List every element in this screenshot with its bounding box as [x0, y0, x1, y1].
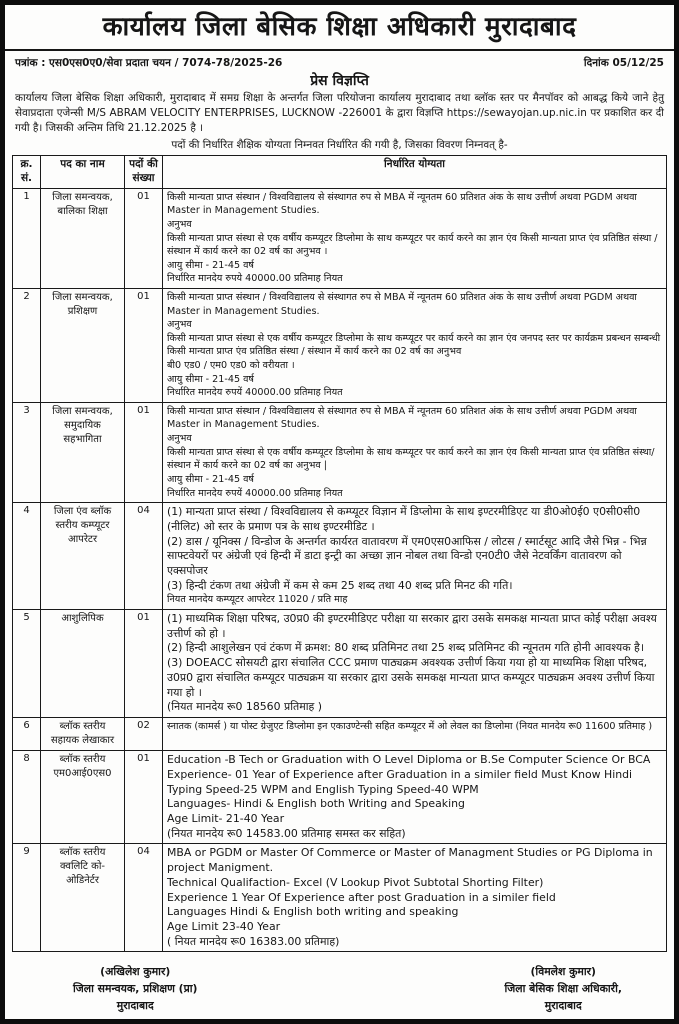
row-post-count: 04 [125, 503, 163, 610]
qualification-line: Experience 1 Year Of Experience after post Graduation in a similer field [167, 890, 556, 904]
header-serial: क्र. सं. [13, 156, 41, 188]
qualification-line: आयु सीमा - 21-45 वर्ष [167, 373, 254, 385]
intro-paragraph: कार्यालय जिला बेसिक शिक्षा अधिकारी, मुरादाबाद में समग्र शिक्षा के अन्तर्गत जिला परियोजना कार्यालय मुरादाबाद तथा ब्लॉक स्तर पर मैनपॉवर को आबद्ध किये जाने हेतु सेवाप्रदाता एजेन्सी M/S ABRAM VELOCITY ENTERPRISES, LUCKNOW -226001 के द्वारा विज्ञप्ति https://sewayojan.up.nic.in पर प्रकाशित कर दी गयी है। जिसकी अन्तिम तिथि 21.12.2025 है । [15, 92, 664, 135]
signatory-name: (अखिलेश कुमार) [100, 965, 171, 979]
qualification-line: (नियत मानदेय रू0 14583.00 प्रतिमाह समस्त कर सहित) [167, 826, 406, 840]
signatory-place: मुरादाबाद [116, 998, 154, 1012]
row-qualification [163, 751, 667, 844]
qualification-line: निर्धारित मानदेय रुपयें 40000.00 प्रतिमाह नियत [167, 387, 343, 399]
qualification-line: ( नियत मानदेय रू0 16383.00 प्रतिमाह) [167, 934, 340, 948]
qualification-line: अनुभव [167, 433, 192, 445]
table-row [13, 610, 667, 718]
qualification-line: (नियत मानदेय रू0 18560 प्रतिमाह ) [167, 700, 323, 714]
row-qualification [163, 188, 667, 288]
qualification-line: निर्धारित मानदेय रुपयें 40000.00 प्रतिमाह नियत [167, 487, 343, 499]
vacancy-table [12, 155, 667, 952]
table-row [13, 751, 667, 844]
qualification-line: (1) मान्यता प्राप्त संस्था / विश्वविद्यालय से कम्प्यूटर विज्ञान में डिप्लोमा के साथ इण्टरमीडिएट या डी0ओ0ई0 ए0सी0सी0 (नीलिट) ओ स्तर के प्रमाण पत्र के साथ इण्टरमीडिट । [167, 505, 641, 533]
table-row [13, 844, 667, 952]
table-row [13, 188, 667, 288]
qualification-line: किसी मान्यता प्राप्त संस्था से एक वर्षीय कम्प्यूटर डिप्लोमा के साथ कम्प्यूटर पर कार्य करने का ज्ञान एंव किसी मान्यता प्राप्त एंव प्रतिष्ठित संस्था / संस्थान में कार्य करने का 02 वर्ष का अनुभव । [167, 232, 658, 258]
row-qualification [163, 718, 667, 751]
qualification-line: MBA or PGDM or Master Of Commerce or Master of Managment Studies or PG Diploma in project Manigment. [167, 846, 653, 875]
signatory-designation: जिला बेसिक शिक्षा अधिकारी, [504, 982, 622, 996]
qualification-line: अनुभव [167, 319, 192, 331]
row-post-count: 01 [125, 188, 163, 288]
header-post-name: पद का नाम [41, 156, 125, 188]
qualification-line: (1) माध्यमिक शिक्षा परिषद, उ0प्र0 की इण्टरमीडिएट परीक्षा या सरकार द्वारा उसके समकक्ष मान्यता प्राप्त कोई परीक्षा अवश्य उत्तीर्ण को हो । [167, 612, 657, 640]
row-qualification [163, 503, 667, 610]
signatory-designation: जिला समन्वयक, प्रशिक्षण (प्रा) [73, 982, 198, 996]
qualification-line: Languages Hindi & English both writing and speaking [167, 905, 459, 919]
row-post-name: जिला समन्वयक, बालिका शिक्षा [41, 188, 125, 288]
qualification-line: (3) DOEACC सोसयटी द्वारा संचालित CCC प्रमाण पाठ्यक्रम अवश्यक उत्तीर्ण किया गया हो या माध्यमिक शिक्षा परिषद, उ0प्र0 द्वारा संचालित कम्प्यूटर पाठ्यक्रम या सरकार द्वारा उसके समकक्ष मान्यता प्राप्त कम्प्यूटर पाठ्यक्रम अवश्य उत्तीर्ण किया गया हो । [167, 656, 655, 699]
qualification-line: Experience- 01 Year of Experience after Graduation in a similer field Must Know Hindi Typing Speed-25 WPM and English Typing Speed-40 WPM [167, 767, 633, 796]
row-post-name: जिला समन्वयक, समुदायिक सहभागिता [41, 402, 125, 502]
qualification-line: स्नातक (कामर्स ) या पोस्ट ग्रेजुएट डिप्लोमा इन एकाउण्टेन्सी सहित कम्प्यूटर में ओ लेवल का डिप्लोमा (नियत मानदेय रू0 11600 प्रतिमाह ) [167, 721, 653, 733]
office-title: कार्यालय जिला बेसिक शिक्षा अधिकारी मुरादाबाद [5, 5, 674, 51]
row-post-count: 01 [125, 751, 163, 844]
row-post-name: ब्लॉक स्तरीय क्वलिटि को-ओडिनेर्टर [41, 844, 125, 952]
row-qualification [163, 844, 667, 952]
table-row [13, 288, 667, 402]
meta-row [5, 51, 674, 70]
row-serial: 6 [13, 718, 41, 751]
qualification-line: किसी मान्यता प्राप्त संस्था से एक वर्षीय कम्प्यूटर डिप्लोमा के साथ कम्प्यूटर पर कार्य करने का ज्ञान एंव किसी मान्यता प्राप्त एंव प्रतिष्ठित संस्था/संस्थान में कार्य करने का 02 वर्ष का अनुभव | [167, 446, 655, 472]
row-serial: 9 [13, 844, 41, 952]
qualification-line: किसी मान्यता प्राप्त संस्थान / विश्वविद्यालय से संस्थागत रुप से MBA में न्यूनतम 60 प्रतिशत अंक के साथ उत्तीर्ण अथवा PGDM अथवा Master in Management Studies. [167, 405, 637, 431]
ref-number: पत्रांक : एस0एस0ए0/सेवा प्रदाता चयन / 7074-78/2025-26 [15, 57, 283, 70]
row-post-name: ब्लॉक स्तरीय एम0आई0एस0 [41, 751, 125, 844]
row-post-name: ब्लॉक स्तरीय सहायक लेखाकार [41, 718, 125, 751]
table-row [13, 718, 667, 751]
signature-left [73, 964, 197, 1014]
signature-right [504, 964, 622, 1014]
row-serial: 8 [13, 751, 41, 844]
row-post-name: आशुलिपिक [41, 610, 125, 718]
header-post-count: पदों की संख्या [125, 156, 163, 188]
row-post-count: 01 [125, 288, 163, 402]
qualification-line: निर्धारित मानदेय रुपये 40000.00 प्रतिमाह नियत [167, 273, 343, 285]
qualification-line: (3) हिन्दी टंकण तथा अंग्रेजी में कम से कम 25 शब्द तथा 40 शब्द प्रति मिनट की गति। [167, 578, 513, 592]
qualification-line: आयु सीमा - 21-45 वर्ष [167, 259, 254, 271]
table-header-row [13, 156, 667, 188]
qualification-line: Education -B Tech or Graduation with O Level Diploma or B.Se Computer Science Or BCA [167, 753, 651, 767]
qualification-line: किसी मान्यता प्राप्त संस्था से एक वर्षीय कम्प्यूटर डिप्लोमा के साथ कम्प्यूटर पर कार्य करने का ज्ञान एंव जनपद स्तर पर कार्यक्रम प्रबन्धन सम्बन्धी किसी मान्यता प्राप्त एंव प्रतिष्ठित संस्था / संस्थान में कार्य करने का 02 वर्ष का अनुभव [167, 332, 661, 358]
qualification-line: Age Limit- 21-40 Year [167, 811, 285, 825]
row-post-count: 04 [125, 844, 163, 952]
qualification-line: किसी मान्यता प्राप्त संस्थान / विश्वविद्यालय से संस्थागत रुप से MBA में न्यूनतम 60 प्रतिशत अंक के साथ उत्तीर्ण अथवा PGDM अथवा Master in Management Studies. [167, 191, 637, 217]
signatory-name: (विमलेश कुमार) [530, 965, 596, 979]
row-serial: 1 [13, 188, 41, 288]
row-post-count: 01 [125, 610, 163, 718]
row-qualification [163, 402, 667, 502]
row-post-count: 02 [125, 718, 163, 751]
row-serial: 2 [13, 288, 41, 402]
issue-date: दिनांक 05/12/25 [583, 57, 664, 70]
row-qualification [163, 610, 667, 718]
row-serial: 5 [13, 610, 41, 718]
signatory-place: मुरादाबाद [544, 998, 582, 1012]
header-qualification: निर्धारित योग्यता [163, 156, 667, 188]
row-post-name: जिला एंव ब्लॉक स्तरीय कम्प्यूटर आपरेटर [41, 503, 125, 610]
qualification-line: Languages- Hindi & English both Writing and Speaking [167, 797, 465, 811]
table-intro-line: पदों की निर्धारित शैक्षिक योग्यता निम्नवत निर्धारित की गयी है, जिसका विवरण निम्नवत् है- [171, 139, 508, 152]
qualification-line: अनुभव [167, 218, 192, 230]
row-serial: 4 [13, 503, 41, 610]
table-row [13, 503, 667, 610]
row-serial: 3 [13, 402, 41, 502]
qualification-line: Age Limit 23-40 Year [167, 919, 281, 933]
qualification-line: बी0 एड0 / एम0 एड0 को वरीयता । [167, 360, 295, 372]
qualification-line: आयु सीमा - 21-45 वर्ष [167, 473, 254, 485]
qualification-line: Technical Qualifaction- Excel (V Lookup Pivot Subtotal Shorting Filter) [167, 875, 544, 889]
row-qualification [163, 288, 667, 402]
qualification-line: नियत मानदेय कम्प्यूटर आपरेटर 11020 / प्रति माह [167, 594, 348, 606]
row-post-count: 01 [125, 402, 163, 502]
qualification-line: किसी मान्यता प्राप्त संस्थान / विश्वविद्यालय से संस्थागत रुप से MBA में न्यूनतम 60 प्रतिशत अंक के साथ उत्तीर्ण अथवा PGDM अथवा Master in Management Studies. [167, 291, 637, 317]
table-row [13, 402, 667, 502]
qualification-line: (2) डास / यूनिक्स / विन्डोज के अन्तर्गत कार्यरत वातावरण में एम0एस0आफिस / लोटस / स्मार्टसूट आदि जैसे भिन्न - भिन्न साफ्टवेयरों पर अंग्रेजी एवं हिन्दी में डाटा इन्ट्री का अच्छा ज्ञान नोबल तथा विन्डो एन0टी0 जैसे नेटवर्किंग वातावरण को एक्सपोजर [167, 534, 647, 577]
qualification-line: (2) हिन्दी आशुलेखन एवं टंकण में क्रमश: 80 शब्द प्रतिमिनट तथा 25 शब्द प्रतिमिनट की न्यूनतम गति होनी आवश्यक है। [167, 641, 644, 655]
row-post-name: जिला समन्वयक, प्रशिक्षण [41, 288, 125, 402]
signature-section [5, 952, 674, 1014]
press-release-heading: प्रेस विज्ञप्ति [310, 73, 369, 90]
